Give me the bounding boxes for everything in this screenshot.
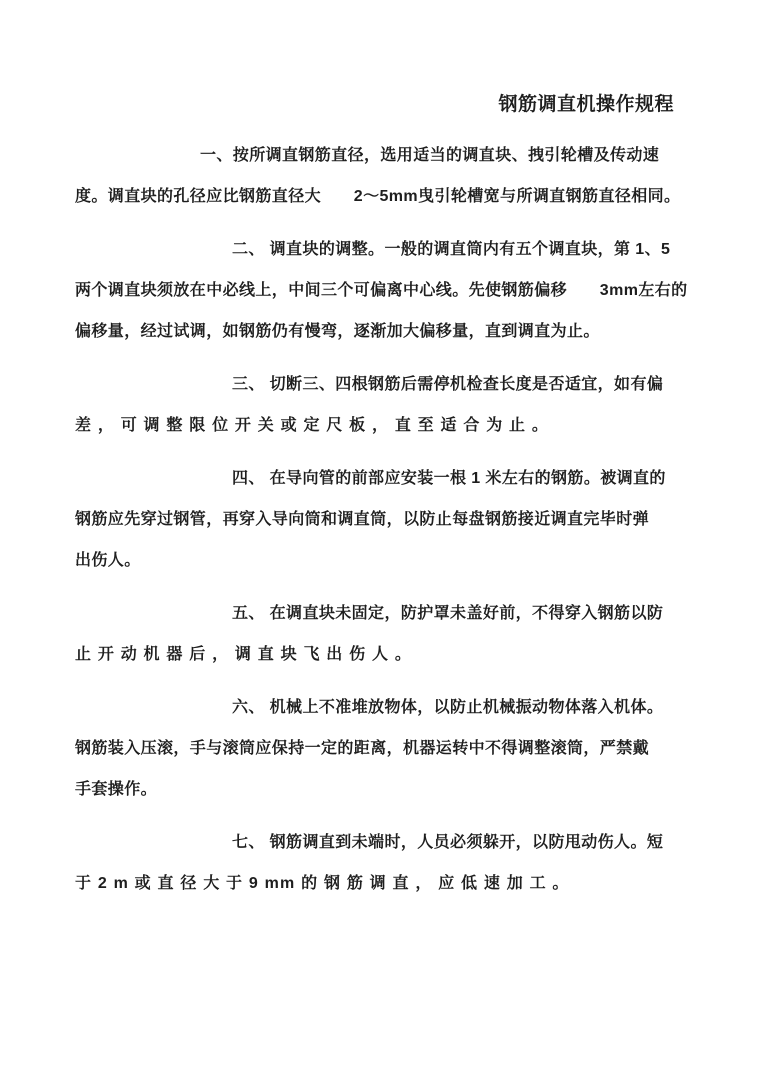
paragraph-line: 钢筋应先穿过钢管，再穿入导向筒和调直筒，以防止每盘钢筋接近调直完毕时弹: [75, 511, 650, 528]
paragraph-line: 五、 在调直块未固定，防护罩未盖好前，不得穿入钢筋以防: [232, 605, 664, 622]
paragraph-2: [75, 229, 688, 352]
paragraph-line: 钢筋装入压滚，手与滚筒应保持一定的距离，机器运转中不得调整滚筒，严禁戴: [75, 740, 650, 757]
document-body: [75, 135, 688, 904]
paragraph-line: 度。调直块的孔径应比钢筋直径大 2～5mm曳引轮槽宽与所调直钢筋直径相同。: [75, 188, 681, 205]
paragraph-1: [75, 135, 681, 217]
paragraph-line: 出伤人。: [75, 552, 141, 569]
paragraph-line: 四、 在导向管的前部应安装一根 1 米左右的钢筋。被调直的: [232, 470, 666, 487]
paragraph-line: 六、 机械上不准堆放物体，以防止机械振动物体落入机体。: [232, 699, 664, 716]
paragraph-line: 七、 钢筋调直到未端时，人员必须躲开，以防甩动伤人。短: [232, 834, 664, 851]
paragraph-4: [75, 458, 666, 581]
paragraph-line: 于 2 m 或 直 径 大 于 9 mm 的 钢 筋 调 直 ， 应 低 速 加 工 。: [75, 875, 570, 892]
paragraph-line: 差 ， 可 调 整 限 位 开 关 或 定 尺 板 ， 直 至 适 合 为 止 。: [75, 417, 550, 434]
paragraph-line: 手套操作。: [75, 781, 158, 798]
paragraph-7: [75, 822, 664, 904]
paragraph-line: 偏移量，经过试调，如钢筋仍有慢弯，逐渐加大偏移量，直到调直为止。: [75, 323, 600, 340]
paragraph-line: 三、 切断三、四根钢筋后需停机检查长度是否适宜，如有偏: [232, 376, 664, 393]
paragraph-3: [75, 364, 664, 446]
paragraph-line: 一、按所调直钢筋直径，选用适当的调直块、拽引轮槽及传动速: [200, 147, 660, 164]
paragraph-line: 止 开 动 机 器 后 ， 调 直 块 飞 出 伤 人 。: [75, 646, 413, 663]
paragraph-line: 两个调直块须放在中必线上，中间三个可偏离中心线。先使钢筋偏移 3mm左右的: [75, 282, 688, 299]
document-title: 钢筋调直机操作规程: [498, 94, 674, 115]
paragraph-line: 二、 调直块的调整。一般的调直筒内有五个调直块，第 1、5: [232, 241, 671, 258]
paragraph-6: [75, 687, 664, 810]
paragraph-5: [75, 593, 664, 675]
